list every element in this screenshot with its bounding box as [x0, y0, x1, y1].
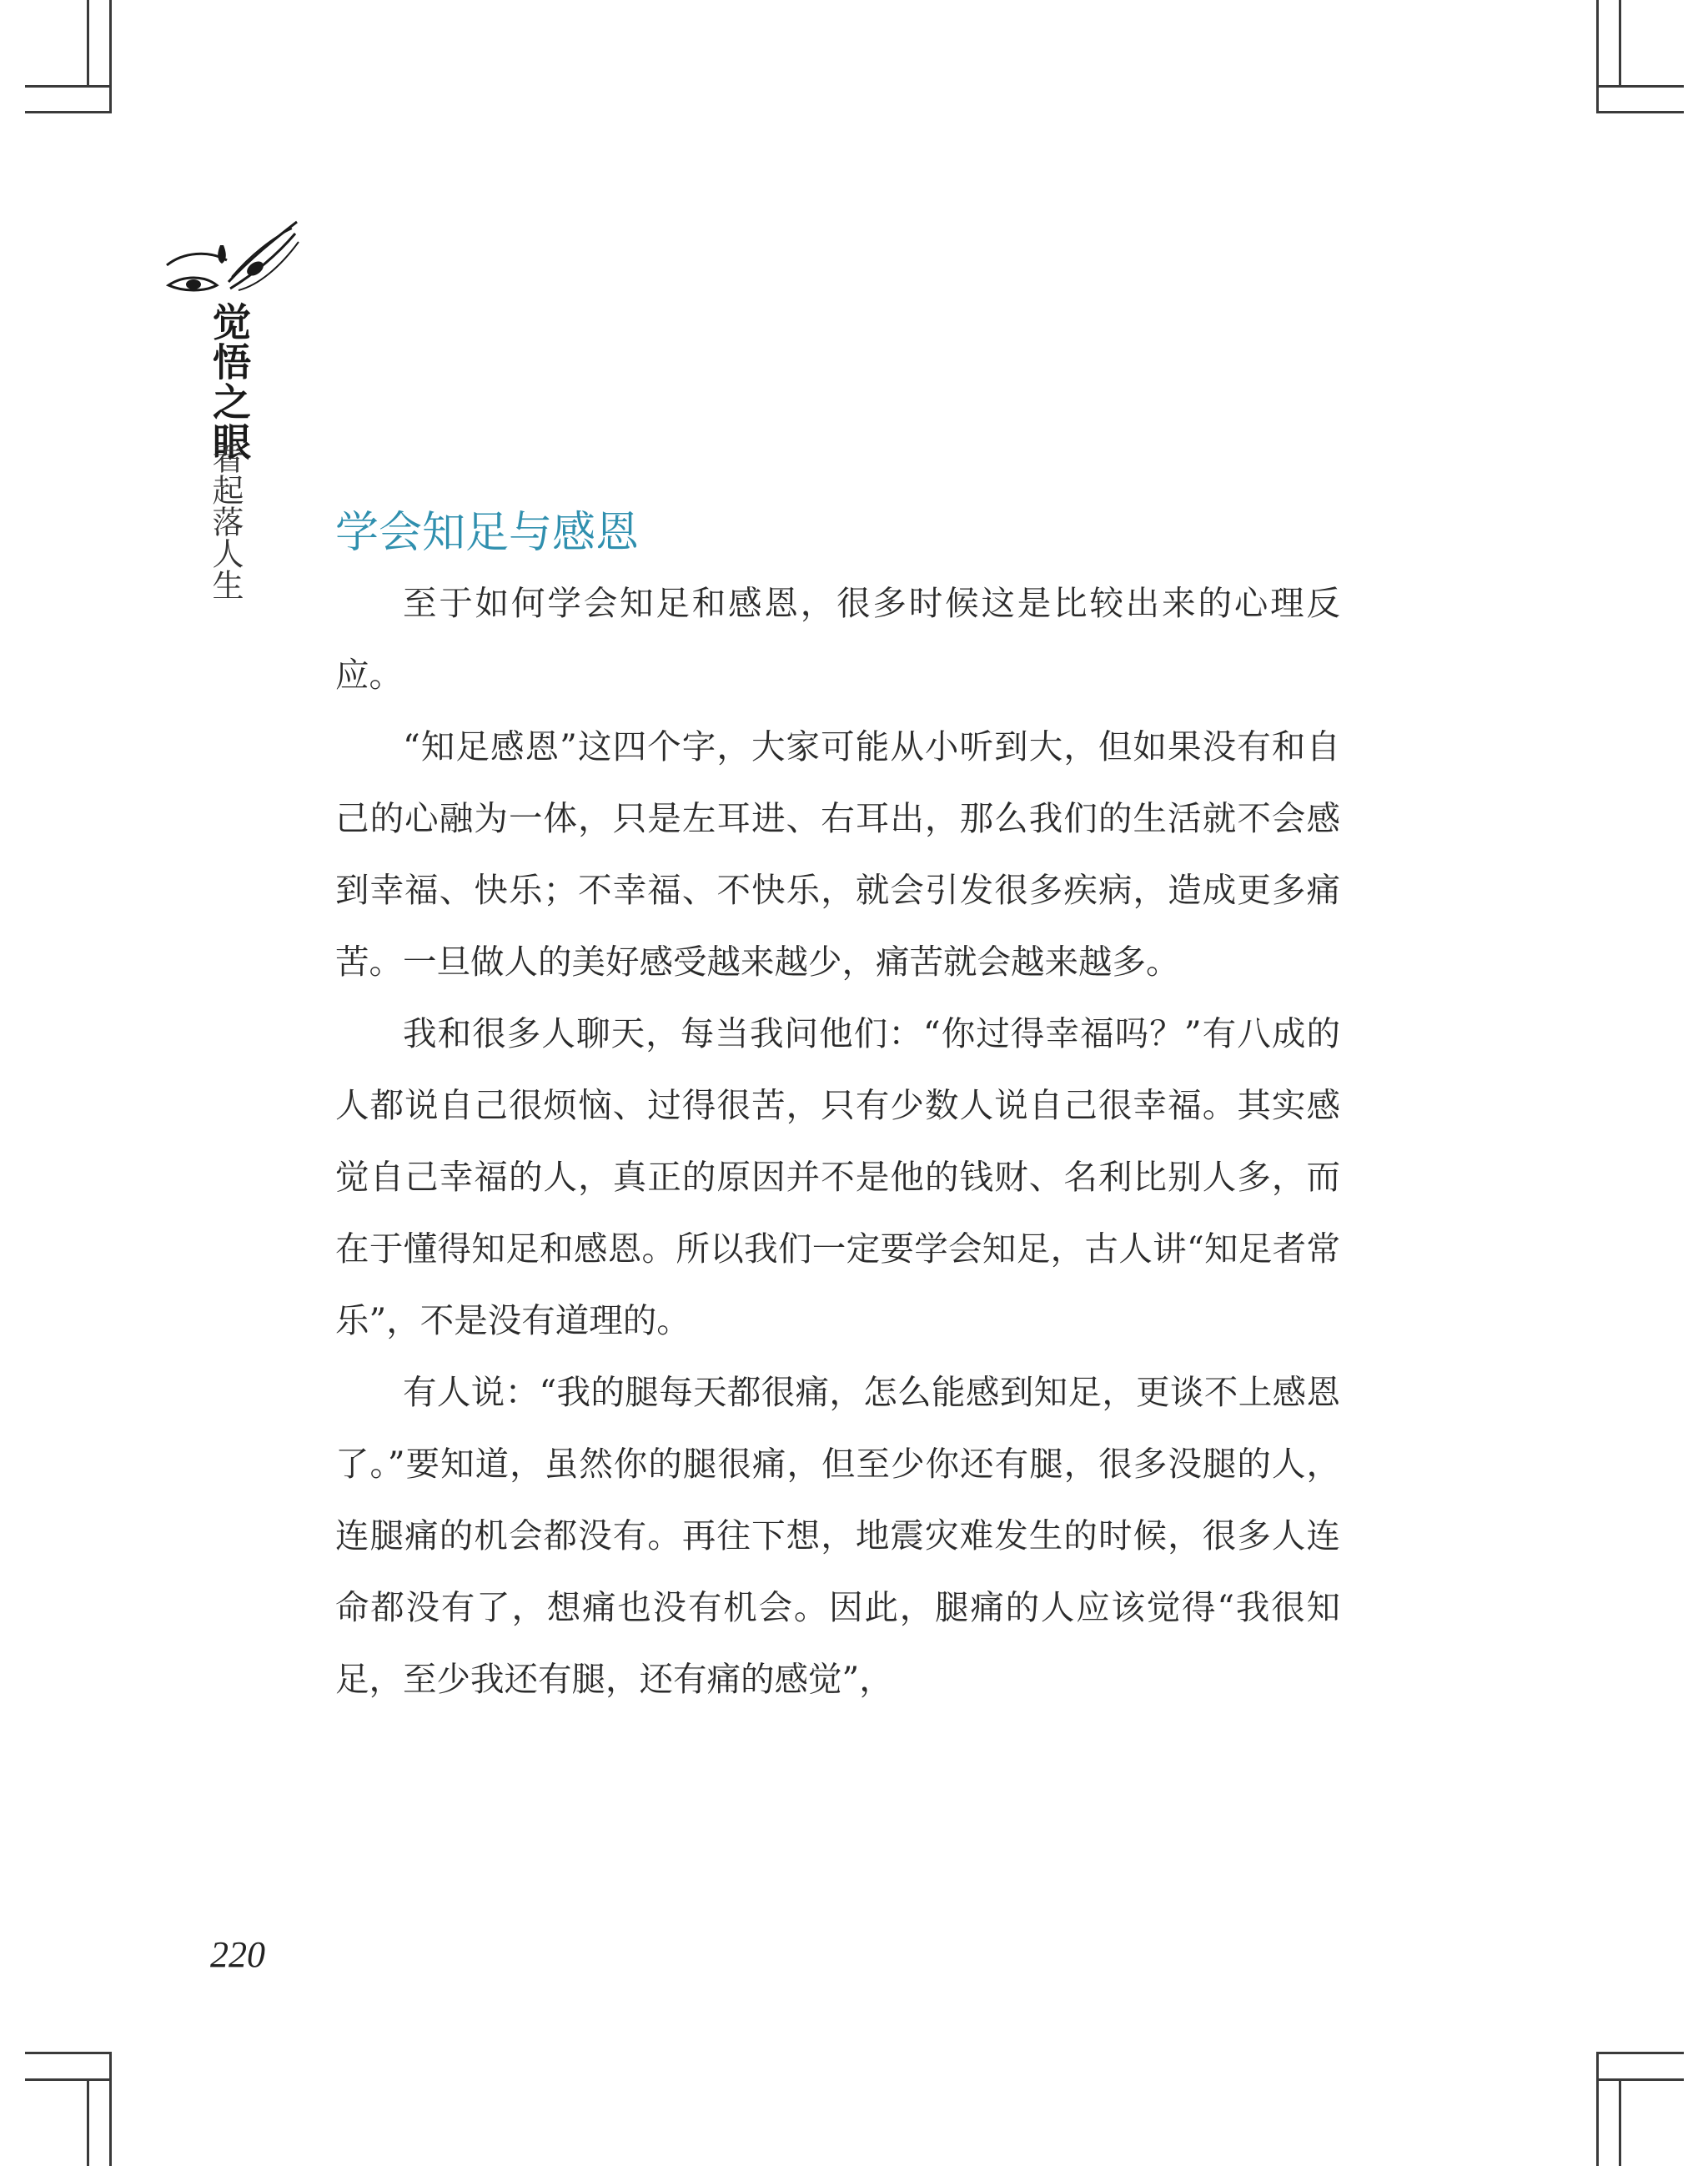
page-number: 220 [210, 1934, 265, 1975]
book-title: 觉悟之眼 [207, 302, 252, 462]
crop-mark-bottom-right-h2 [1596, 2078, 1684, 2081]
paragraph-2: “知足感恩”这四个字，大家可能从小听到大，但如果没有和自己的心融为一体，只是左耳进、右耳出，那么我们的生活就不会感到幸福、快乐；不幸福、不快乐，就会引发很多疾病，造成更多痛苦。一旦做人的美好感受越来越少，痛苦就会越来越多。 [335, 726, 1340, 982]
paragraph-4: 有人说：“我的腿每天都很痛，怎么能感到知足，更谈不上感恩了。”要知道，虽然你的腿很痛，但至少你还有腿，很多没腿的人，连腿痛的机会都没有。再往下想，地震灾难发生的时候，很多人连命都没有了，想痛也没有机会。因此，腿痛的人应该觉得“我很知足，至少我还有腿，还有痛的感觉”， [335, 1372, 1340, 1699]
crop-mark-top-left-v [109, 0, 112, 113]
crop-mark-top-left-h2 [25, 111, 112, 113]
crop-mark-bottom-left-h2 [25, 2078, 112, 2081]
crop-mark-bottom-right-v [1619, 2078, 1621, 2166]
body-text [335, 567, 1340, 1715]
crop-mark-bottom-left-v [87, 2078, 89, 2166]
paragraph-3: 我和很多人聊天，每当我问他们：“你过得幸福吗？”有八成的人都说自己很烦恼、过得很苦，只有少数人说自己很幸福。其实感觉自己幸福的人，真正的原因并不是他的钱财、名利比别人多，而在于懂得知足和感恩。所以我们一定要学会知足，古人讲“知足者常乐”，不是没有道理的。 [335, 1013, 1340, 1340]
crop-mark-top-right-h [1597, 85, 1684, 88]
crop-mark-top-left-h [25, 85, 112, 88]
crop-mark-bottom-left-v2 [109, 2052, 112, 2166]
crop-mark-bottom-right-v2 [1596, 2052, 1599, 2166]
crop-mark-top-left-v2 [87, 0, 89, 87]
crop-mark-top-right-h2 [1596, 111, 1684, 113]
paragraph-1: 至于如何学会知足和感恩，很多时候这是比较出来的心理反应。 [335, 583, 1340, 695]
crop-mark-top-right-v2 [1619, 0, 1621, 87]
crop-mark-bottom-right-h [1596, 2052, 1684, 2054]
crop-mark-bottom-left-h [25, 2052, 112, 2054]
buddha-eyes-icon [158, 209, 300, 309]
book-subtitle: 看起落人生 [207, 442, 244, 601]
crop-mark-top-right-v [1596, 0, 1599, 113]
section-title: 学会知足与感恩 [335, 508, 640, 558]
